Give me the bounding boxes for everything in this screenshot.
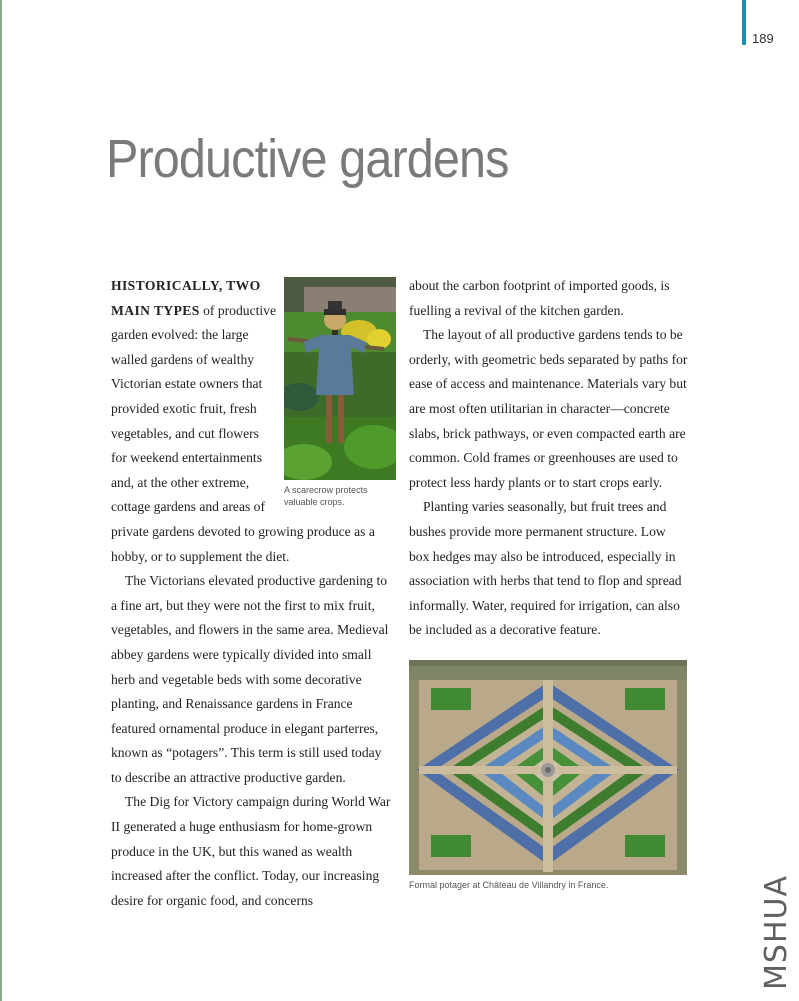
scarecrow-photo [284,277,396,480]
paragraph-6: Planting varies seasonally, but fruit trees and bushes provide more permanent structure. Low box hedges may also be introduced, especially in association with herbs that tend to flop and spread informally. Water, required for irrigation, can also be included as a decorative feature. [409,499,682,638]
paragraph-5: The layout of all productive gardens tends to be orderly, with geometric beds separated by paths for ease of access and maintenance. Materials vary but are most often utilitarian in character—concrete slabs, brick pathways, or even compacted earth are common. Cold frames or greenhouses are used to protect less hardy plants or to start crops early. [409,327,688,490]
left-column [111,274,393,913]
right-column [409,274,689,891]
lead-in: HISTORICALLY, TWO MAIN TYPES [111,278,261,318]
potager-photo [409,660,687,875]
potager-caption: Formal potager at Château de Villandry in France. [409,879,609,890]
paragraph-4: about the carbon footprint of imported goods, is fuelling a revival of the kitchen garden. [409,278,670,318]
section-side-tab [754,868,799,996]
scarecrow-figure [284,277,396,509]
left-edge-rule [0,0,2,1001]
page-title: Productive gardens [106,129,509,189]
paragraph-1-text: of productive garden evolved: the large walled gardens of wealthy Victorian estate owners that provided exotic fruit, fresh vegetables, and cut flowers for weekend entertainments and, at the other extreme, cottage gardens and areas of private gardens devoted to growing produce as a hobby, or to supplement the diet. [111,302,375,564]
page-number: 189 [752,31,774,46]
potager-figure [409,660,689,891]
paragraph-2: The Victorians elevated productive gardening to a fine art, but they were not the first to mix fruit, vegetables, and flowers in the same area. Medieval abbey gardens were typically divided into small herb and vegetable beds with some decorative planting, and Renaissance gardens in France featured ornamental produce in elegant parterres, known as “potagers”. This term is still used today to describe an attractive productive garden. [111,573,389,785]
paragraph-3: The Dig for Victory campaign during World War II generated a huge enthusiasm for home-grown produce in the UK, but this waned as wealth increased after the conflict. Today, our increasing desire for organic food, and concerns [111,794,391,908]
side-tab-label: MSHUA [759,874,794,990]
scarecrow-caption: A scarecrow protects valuable crops. [284,485,368,507]
page-number-accent-bar [742,0,746,45]
